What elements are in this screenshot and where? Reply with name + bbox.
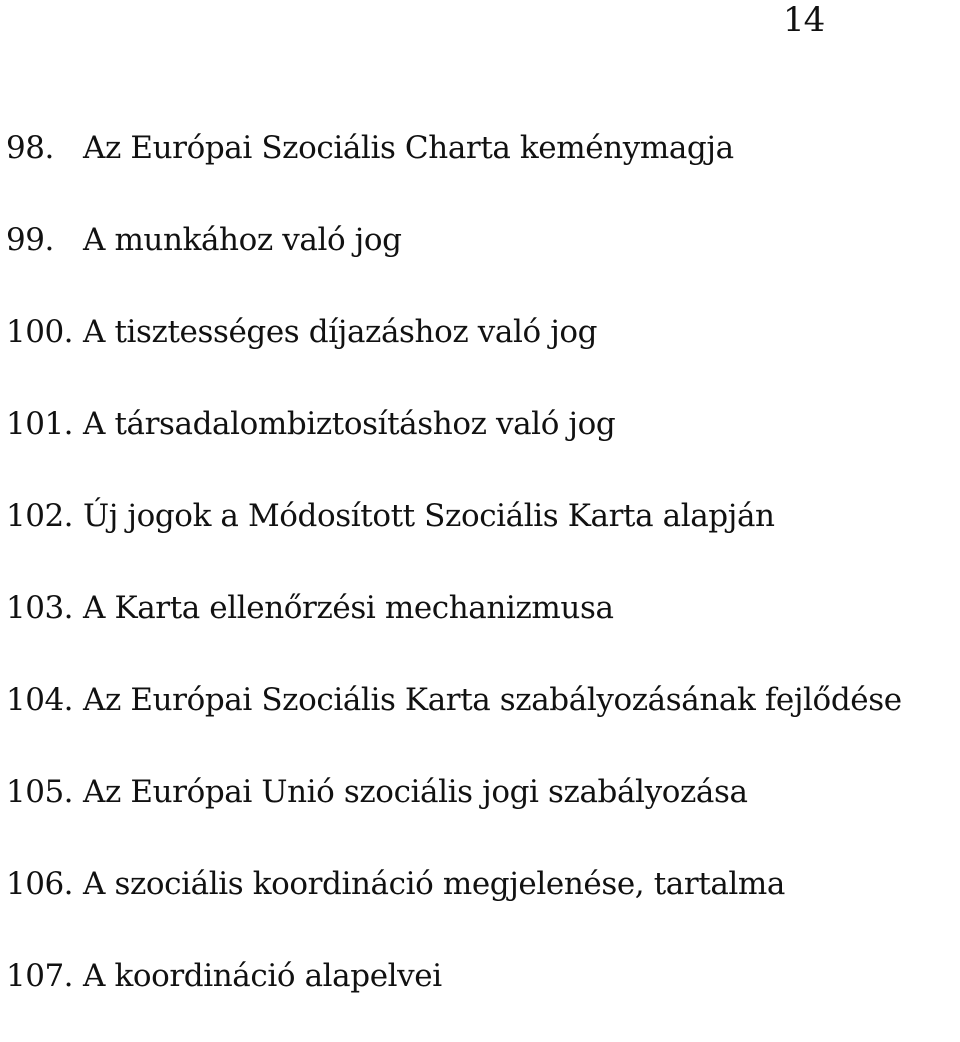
- item-number: 102.: [6, 498, 74, 534]
- item-number: 98.: [6, 130, 54, 166]
- topic-list: [0, 122, 960, 1042]
- item-title: A társadalombiztosításhoz való jog: [83, 406, 616, 442]
- item-title: A szociális koordináció megjelenése, tartalma: [83, 866, 785, 902]
- item-title: A tisztességes díjazáshoz való jog: [83, 314, 598, 350]
- list-item: [0, 122, 960, 214]
- list-item: [0, 214, 960, 306]
- item-number: 107.: [6, 958, 74, 994]
- item-number: 103.: [6, 590, 74, 626]
- item-title: Új jogok a Módosított Szociális Karta alapján: [83, 498, 775, 534]
- item-number: 106.: [6, 866, 74, 902]
- page-number: 14: [783, 0, 825, 40]
- list-item: [0, 306, 960, 398]
- item-title: Az Európai Szociális Charta keménymagja: [83, 130, 734, 166]
- item-number: 101.: [6, 406, 74, 442]
- list-item: [0, 674, 960, 766]
- list-item: [0, 858, 960, 950]
- list-item: [0, 490, 960, 582]
- item-title: Az Európai Szociális Karta szabályozásának fejlődése: [83, 682, 902, 718]
- list-item: [0, 398, 960, 490]
- item-number: 99.: [6, 222, 54, 258]
- item-title: A munkához való jog: [83, 222, 402, 258]
- item-title: A koordináció alapelvei: [83, 958, 442, 994]
- item-number: 104.: [6, 682, 74, 718]
- list-item: [0, 766, 960, 858]
- item-title: A Karta ellenőrzési mechanizmusa: [83, 590, 614, 626]
- list-item: [0, 950, 960, 1042]
- list-item: [0, 582, 960, 674]
- item-number: 105.: [6, 774, 74, 810]
- item-title: Az Európai Unió szociális jogi szabályozása: [83, 774, 748, 810]
- item-number: 100.: [6, 314, 74, 350]
